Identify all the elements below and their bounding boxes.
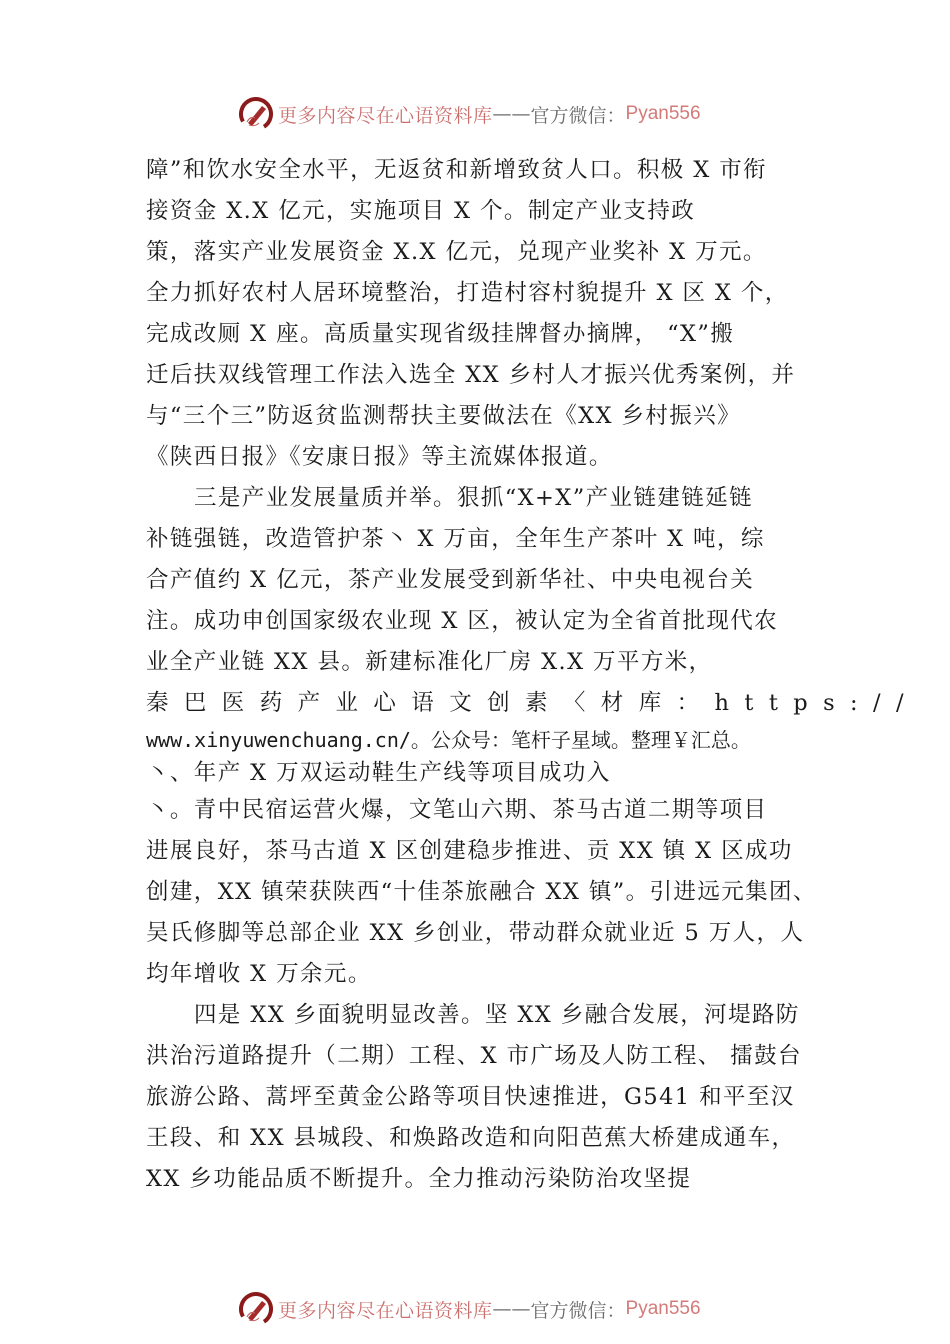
banner-title: 更多内容尽在心语资料库 (278, 1299, 493, 1322)
text-line: 王段、和 XX 县城段、和焕路改造和向阳芭蕉大桥建成通车， (146, 1125, 796, 1151)
header-banner (238, 94, 701, 134)
text-line: 旅游公路、蒿坪至黄金公路等项目快速推进，G541 和平至汉 (146, 1084, 795, 1110)
text-line: ㇔。青中民宿运营火爆，文笔山六期、茶马古道二期等项目 (146, 797, 768, 823)
text-line: 接资金 X.X 亿元，实施项目 X 个。制定产业支持政 (146, 198, 696, 224)
text-line: 均年增收 X 万余元。 (146, 961, 372, 987)
text-line: 迁后扶双线管理工作法入选全 XX 乡村人才振兴优秀案例，并 (146, 362, 796, 388)
banner-dash: —— (492, 103, 531, 125)
text-line: ㇔、年产 X 万双运动鞋生产线等项目成功入 (146, 760, 611, 786)
text-line: 业全产业链 XX 县。新建标准化厂房 X.X 万平方米， (146, 649, 713, 675)
banner-wechat-id: Pyan556 (625, 1298, 701, 1319)
text-line: 障”和饮水安全水平，无返贫和新增致贫人口。积极 X 市衔 (146, 157, 768, 183)
text-line: 吴氏修脚等总部企业 XX 乡创业，带动群众就业近 5 万人，人 (146, 920, 805, 946)
document-body (146, 150, 919, 1200)
text-line: 完成改厕 X 座。高质量实现省级挂牌督办摘牌， “X”搬 (146, 321, 735, 347)
banner-title: 更多内容尽在心语资料库 (278, 104, 493, 127)
paragraph-heading-township: 四是 XX 乡面貌明显改善。坚 XX 乡融合发展，河堤路防 (194, 1002, 800, 1028)
paragraph-heading-industry: 三是产业发展量质并举。狠抓“X+X”产业链建链延链 (194, 485, 753, 511)
text-line: 补链强链，改造管护茶㇔ X 万亩，全年生产茶叶 X 吨，综 (146, 526, 765, 552)
text-line: 策，落实产业发展资金 X.X 亿元，兑现产业奖补 X 万元。 (146, 239, 767, 265)
quill-pen-seal-icon (238, 96, 274, 132)
watermark-source-line: 秦巴医药产业心语文创素〈材库：https:// (146, 690, 919, 716)
banner-wechat-label: 官方微信： (530, 1299, 626, 1322)
banner-wechat-label: 官方微信： (530, 104, 626, 127)
text-line: 全力抓好农村人居环境整治，打造村容村貌提升 X 区 X 个， (146, 280, 789, 306)
text-line: 与“三个三”防返贫监测帮扶主要做法在《XX 乡村振兴》 (146, 403, 741, 429)
text-line: 《陕西日报》《安康日报》等主流媒体报道。 (146, 444, 613, 470)
text-line: 进展良好，茶马古道 X 区创建稳步推进、贡 XX 镇 X 区成功 (146, 838, 793, 864)
banner-wechat-id: Pyan556 (625, 103, 701, 124)
text-line: 创建，XX 镇荣获陕西“十佳茶旅融合 XX 镇”。引进远元集团、 (146, 879, 817, 905)
text-line: 洪治污道路提升（二期）工程、X 市广场及人防工程、 擂鼓台 (146, 1043, 802, 1069)
quill-pen-seal-icon (238, 1291, 274, 1327)
watermark-url-line: www.xinyuwenchuang.cn/。公众号：笔杆子星域。整理￥汇总。 (146, 728, 751, 752)
footer-banner (238, 1289, 701, 1329)
text-line: XX 乡功能品质不断提升。全力推动污染防治攻坚提 (146, 1166, 692, 1192)
banner-dash: —— (492, 1298, 531, 1320)
text-line: 注。成功申创国家级农业现 X 区，被认定为全省首批现代农 (146, 608, 779, 634)
text-line: 合产值约 X 亿元，茶产业发展受到新华社、中央电视台关 (146, 567, 755, 593)
